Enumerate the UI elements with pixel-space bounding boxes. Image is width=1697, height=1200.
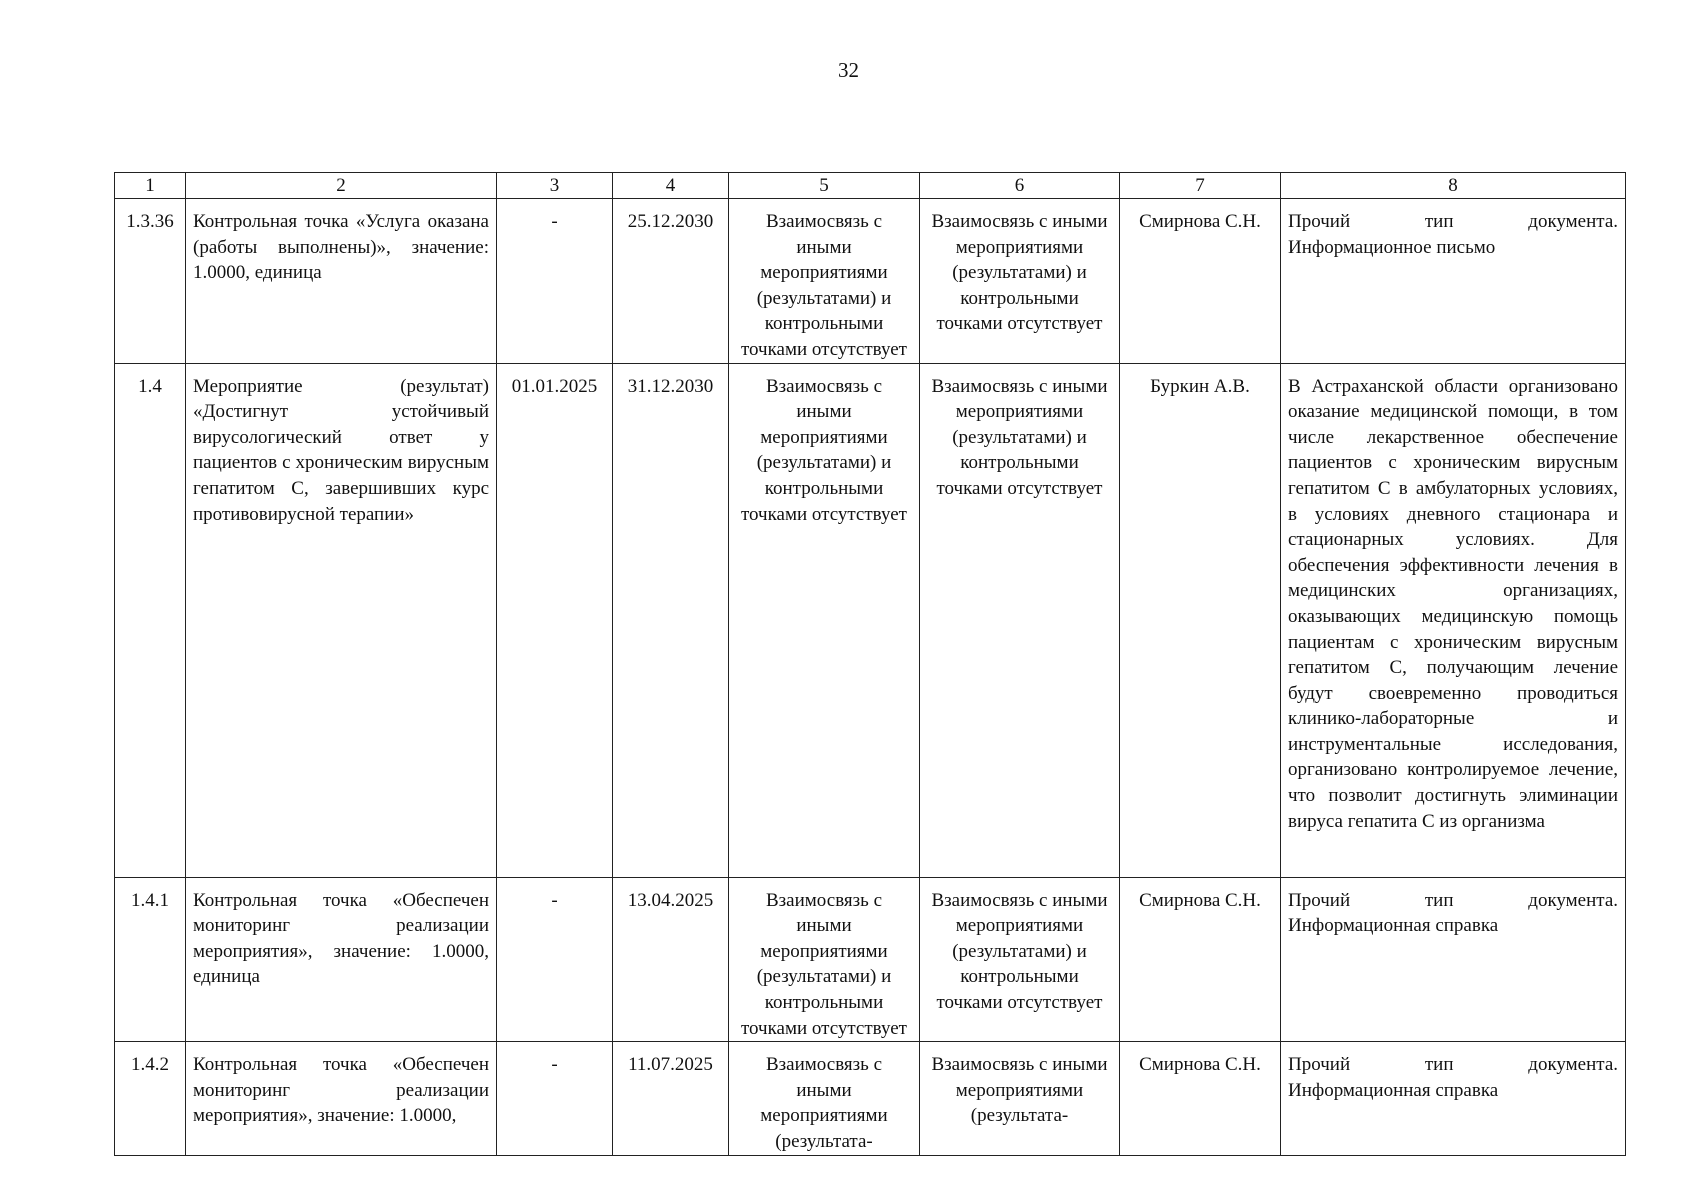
header-row [115, 173, 1626, 199]
relation-2: Взаимосвязь с иными мероприятиями (результатами) и контрольными точками отсутствует [920, 877, 1120, 1042]
document-type: Прочий тип документа. Информационная справка [1281, 877, 1626, 1042]
column-header: 2 [186, 173, 497, 199]
table-row [115, 363, 1626, 877]
document-type: В Астраханской области организовано оказание медицинской помощи, в том числе лекарственное обеспечение пациентов с хроническим вирусным гепатитом С в амбулаторных условиях, в условиях дневного стационара и стационарных условиях. Для обеспечения эффективности лечения в медицинских организациях, оказывающих медицинскую помощь пациентам с хроническим вирусным гепатитом С, получающим лечение будут своевременно проводиться клинико-лабораторные и инструментальные исследования, организовано контролируемое лечение, что позволит достигнуть элиминации вируса гепатита С из организма [1281, 363, 1626, 877]
relation-2: Взаимосвязь с иными мероприятиями (результатами) и контрольными точками отсутствует [920, 363, 1120, 877]
row-name: Мероприятие (результат) «Достигнут устойчивый вирусологический ответ у пациентов с хроническим вирусным гепатитом С, завершивших курс противовирусной терапии» [186, 363, 497, 877]
column-header: 4 [613, 173, 729, 199]
row-name: Контрольная точка «Услуга оказана (работы выполнены)», значение: 1.0000, единица [186, 199, 497, 364]
table-row [115, 199, 1626, 364]
page-number: 32 [838, 58, 859, 82]
table-header [115, 173, 1626, 199]
row-name: Контрольная точка «Обеспечен мониторинг реализации мероприятия», значение: 1.0000, [186, 1042, 497, 1155]
start-date: - [497, 1042, 613, 1155]
document-type: Прочий тип документа. Информационное письмо [1281, 199, 1626, 364]
relation-2: Взаимосвязь с иными мероприятиями (результата- [920, 1042, 1120, 1155]
relation-1: Взаимосвязь с иными мероприятиями (результатами) и контрольными точками отсутствует [729, 363, 920, 877]
schedule-table [114, 172, 1626, 1156]
row-number: 1.4 [115, 363, 186, 877]
row-number: 1.4.2 [115, 1042, 186, 1155]
responsible-person: Смирнова С.Н. [1120, 199, 1281, 364]
column-header: 6 [920, 173, 1120, 199]
end-date: 13.04.2025 [613, 877, 729, 1042]
start-date: - [497, 199, 613, 364]
column-header: 7 [1120, 173, 1281, 199]
table-row [115, 1042, 1626, 1155]
responsible-person: Смирнова С.Н. [1120, 877, 1281, 1042]
relation-1: Взаимосвязь с иными мероприятиями (результатами) и контрольными точками отсутствует [729, 877, 920, 1042]
row-number: 1.3.36 [115, 199, 186, 364]
relation-2: Взаимосвязь с иными мероприятиями (результатами) и контрольными точками отсутствует [920, 199, 1120, 364]
column-header: 3 [497, 173, 613, 199]
table-row [115, 877, 1626, 1042]
column-header: 5 [729, 173, 920, 199]
document-type: Прочий тип документа. Информационная справка [1281, 1042, 1626, 1155]
responsible-person: Смирнова С.Н. [1120, 1042, 1281, 1155]
start-date: 01.01.2025 [497, 363, 613, 877]
relation-1: Взаимосвязь с иными мероприятиями (результатами) и контрольными точками отсутствует [729, 199, 920, 364]
end-date: 11.07.2025 [613, 1042, 729, 1155]
row-name: Контрольная точка «Обеспечен мониторинг реализации мероприятия», значение: 1.0000, единица [186, 877, 497, 1042]
start-date: - [497, 877, 613, 1042]
column-header: 8 [1281, 173, 1626, 199]
relation-1: Взаимосвязь с иными мероприятиями (результата- [729, 1042, 920, 1155]
end-date: 31.12.2030 [613, 363, 729, 877]
end-date: 25.12.2030 [613, 199, 729, 364]
row-number: 1.4.1 [115, 877, 186, 1042]
column-header: 1 [115, 173, 186, 199]
responsible-person: Буркин А.В. [1120, 363, 1281, 877]
